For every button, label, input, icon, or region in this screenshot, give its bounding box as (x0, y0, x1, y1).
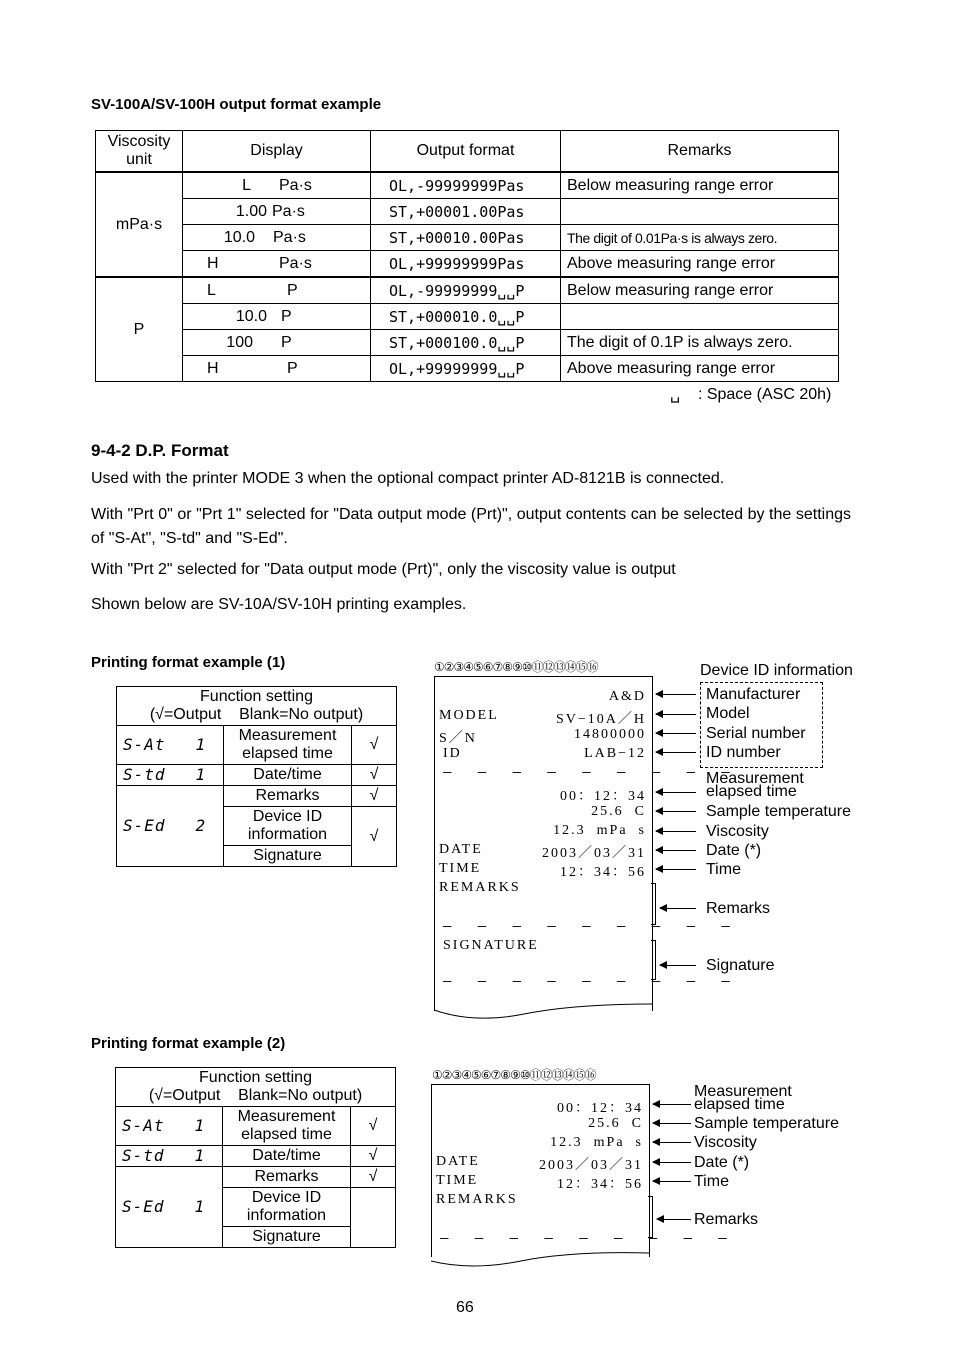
label-time-2: Time (694, 1173, 729, 1190)
label-device-id: Device ID information (700, 662, 853, 679)
label-serial: Serial number (706, 725, 806, 742)
unit-mpas: mPa·s (96, 172, 183, 277)
print-date: DATE 2003／03／31 (439, 842, 646, 861)
print-serial: S／N 14800000 (439, 727, 646, 746)
example2-title: Printing format example (2) (91, 1035, 286, 1052)
paper-torn-edge (434, 1002, 653, 1022)
print-signature-line: — — — — — — — — — (443, 974, 739, 990)
print-remarks-label: REMARKS (436, 1192, 518, 1207)
arrow-icon (653, 1181, 691, 1182)
dp-paragraph-1: Used with the printer MODE 3 when the optional compact printer AD-8121B is connected. (91, 470, 725, 487)
arrow-icon (656, 831, 696, 832)
arrow-icon (656, 714, 696, 715)
fs-item: Signature (223, 1227, 351, 1248)
arrow-icon (656, 792, 696, 793)
bracket-signature (651, 940, 656, 980)
output-cell: ST,+000100.0␣␣P (371, 330, 561, 356)
column-numbers: ①②③④⑤⑥⑦⑧⑨⑩⑪⑫⑬⑭⑮⑯ (432, 1068, 596, 1082)
print-elapsed: 00：12：34 (557, 1101, 643, 1116)
arrow-icon (660, 908, 696, 909)
fs-code-s-ed: S-Ed 2 (117, 786, 224, 867)
print-temp: 25.6 C (588, 1116, 643, 1131)
label-date-2: Date (*) (694, 1154, 750, 1171)
print-viscosity: 12.3 mPa s (553, 823, 646, 838)
output-cell: OL,-99999999␣␣P (371, 277, 561, 304)
arrow-icon (653, 1142, 691, 1143)
remarks-cell: The digit of 0.1P is always zero. (561, 330, 839, 356)
arrow-icon (656, 811, 696, 812)
display-cell: 10.0 Pa·s (183, 225, 371, 251)
fs-item: Signature (224, 846, 352, 867)
print-signature-label: SIGNATURE (443, 938, 539, 953)
paper-torn-edge (431, 1249, 650, 1269)
function-setting-table-1 (116, 686, 397, 867)
arrow-icon (653, 1123, 691, 1124)
fs-code-s-at: S-At 1 (116, 1107, 223, 1146)
fs-item: Date/time (223, 1146, 351, 1167)
fs-mark: √ (351, 1167, 396, 1188)
example1-title: Printing format example (1) (91, 654, 286, 671)
display-cell: 1.00 Pa·s (183, 199, 371, 225)
fs-item: Device ID information (224, 807, 352, 846)
bracket-remarks (648, 1196, 653, 1238)
display-cell: L Pa·s (183, 172, 371, 199)
header-display: Display (183, 131, 371, 173)
label-temp-2: Sample temperature (694, 1115, 839, 1132)
output-cell: ST,+00010.00Pas (371, 225, 561, 251)
print-temp: 25.6 C (591, 804, 646, 819)
output-cell: ST,+00001.00Pas (371, 199, 561, 225)
output-cell: OL,+99999999Pas (371, 251, 561, 278)
label-remarks-2: Remarks (694, 1211, 759, 1228)
print-divider: — — — — — — — — — (443, 765, 739, 781)
arrow-icon (656, 733, 696, 734)
remarks-cell: Above measuring range error (561, 251, 839, 278)
fs-item: Measurement elapsed time (224, 726, 352, 765)
remarks-cell: Below measuring range error (561, 172, 839, 199)
fs-item: Measurement elapsed time (223, 1107, 351, 1146)
print-manufacturer: A&D (608, 689, 646, 704)
remarks-cell: Above measuring range error (561, 356, 839, 382)
arrow-icon (656, 694, 696, 695)
remarks-cell (561, 304, 839, 330)
label-id-number: ID number (706, 744, 781, 761)
display-cell: H P (183, 356, 371, 382)
header-remarks: Remarks (561, 131, 839, 173)
print-time: TIME 12：34：56 (436, 1173, 643, 1192)
fs-mark: √ (352, 807, 397, 867)
label-remarks: Remarks (706, 900, 771, 917)
label-manufacturer: Manufacturer (706, 686, 801, 703)
dp-paragraph-3: With "Prt 2" selected for "Data output mode (Prt)", only the viscosity value is output (91, 561, 676, 578)
header-output-format: Output format (371, 131, 561, 173)
label-viscosity: Viscosity (706, 823, 769, 840)
dp-paragraph-2: With "Prt 0" or "Prt 1" selected for "Data output mode (Prt)", output contents can be selected by the settings of "S-At", "S-td" and "S-Ed". (91, 506, 851, 547)
fs-header: Function setting (√=Output Blank=No output) (117, 687, 397, 726)
fs-mark: √ (352, 786, 397, 807)
bracket-remarks (651, 883, 656, 925)
header-viscosity-unit: Viscosity unit (96, 131, 183, 173)
fs-header: Function setting (√=Output Blank=No output) (116, 1068, 396, 1107)
fs-item: Remarks (224, 786, 352, 807)
label-elapsed: Measurement elapsed time (706, 770, 804, 800)
arrow-icon (660, 965, 696, 966)
print-remarks-line: — — — — — — — — — (440, 1231, 736, 1247)
fs-code-s-ed: S-Ed 1 (116, 1167, 223, 1248)
display-cell: L P (183, 277, 371, 304)
fs-mark: √ (351, 1146, 396, 1167)
fs-mark: √ (352, 765, 397, 786)
output-cell: OL,-99999999Pas (371, 172, 561, 199)
fs-code-s-td: S-td 1 (117, 765, 224, 786)
fs-item: Date/time (224, 765, 352, 786)
print-remarks-label: REMARKS (439, 880, 521, 895)
arrow-icon (653, 1104, 691, 1105)
print-id: ID LAB−12 (443, 746, 646, 761)
output-format-table (95, 130, 839, 382)
print-elapsed: 00：12：34 (560, 789, 646, 804)
arrow-icon (656, 850, 696, 851)
fs-code-s-at: S-At 1 (117, 726, 224, 765)
output-cell: OL,+99999999␣␣P (371, 356, 561, 382)
fs-mark (351, 1188, 396, 1248)
label-time: Time (706, 861, 741, 878)
output-cell: ST,+000010.0␣␣P (371, 304, 561, 330)
remarks-cell: The digit of 0.01Pa·s is always zero. (561, 225, 839, 251)
print-time: TIME 12：34：56 (439, 861, 646, 880)
display-cell: H Pa·s (183, 251, 371, 278)
dp-format-heading: 9-4-2 D.P. Format (91, 441, 229, 460)
unit-p: P (96, 277, 183, 382)
fs-item: Device ID information (223, 1188, 351, 1227)
arrow-icon (657, 1219, 691, 1220)
label-model: Model (706, 705, 750, 722)
label-date: Date (*) (706, 842, 762, 859)
column-numbers: ①②③④⑤⑥⑦⑧⑨⑩⑪⑫⑬⑭⑮⑯ (434, 660, 598, 674)
space-note: ␣ : Space (ASC 20h) (670, 386, 832, 403)
arrow-icon (656, 869, 696, 870)
print-viscosity: 12.3 mPa s (550, 1135, 643, 1150)
page-number: 66 (456, 1299, 474, 1316)
label-temp: Sample temperature (706, 803, 851, 820)
fs-item: Remarks (223, 1167, 351, 1188)
display-cell: 10.0 P (183, 304, 371, 330)
fs-mark: √ (351, 1107, 396, 1146)
arrow-icon (656, 752, 696, 753)
print-date: DATE 2003／03／31 (436, 1154, 643, 1173)
dp-paragraph-4: Shown below are SV-10A/SV-10H printing examples. (91, 596, 467, 613)
label-elapsed-2: Measurement elapsed time (694, 1083, 792, 1113)
fs-code-s-td: S-td 1 (116, 1146, 223, 1167)
output-section-title: SV-100A/SV-100H output format example (91, 96, 382, 113)
arrow-icon (653, 1162, 691, 1163)
label-viscosity-2: Viscosity (694, 1134, 757, 1151)
print-remarks-line: — — — — — — — — — (443, 919, 739, 935)
fs-mark: √ (352, 726, 397, 765)
print-model: MODEL SV−10A／H (439, 708, 646, 727)
label-signature: Signature (706, 957, 775, 974)
function-setting-table-2 (115, 1067, 396, 1248)
remarks-cell: Below measuring range error (561, 277, 839, 304)
remarks-cell (561, 199, 839, 225)
display-cell: 100 P (183, 330, 371, 356)
